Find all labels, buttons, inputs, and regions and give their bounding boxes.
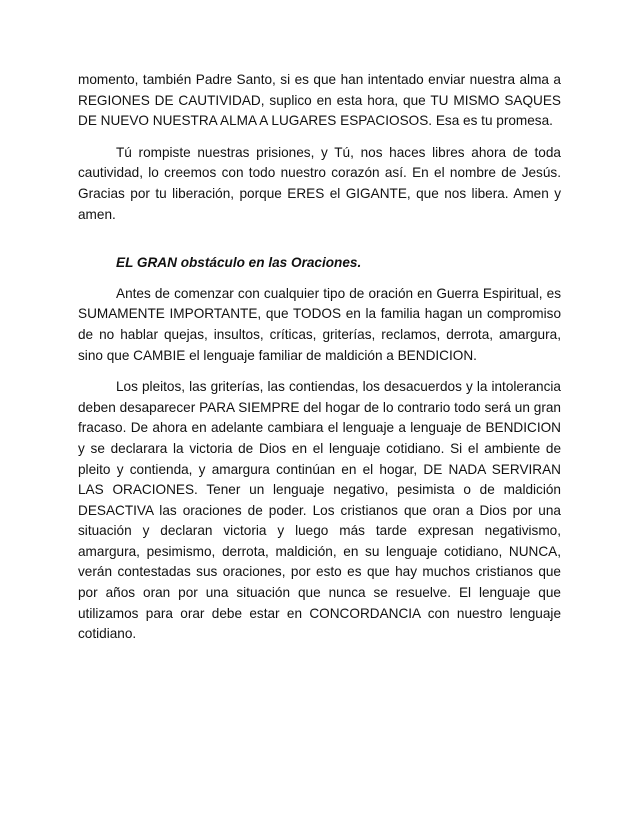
paragraph-continuation: momento, también Padre Santo, si es que han intentado enviar nuestra alma a REGIONES DE CAUTIVIDAD, suplico en esta hora, que TU MISMO SAQUES DE NUEVO NUESTRA ALMA A LUGARES ESPACIOSOS. Esa es tu promesa. <box>78 72 561 129</box>
paragraph-liberation: Tú rompiste nuestras prisiones, y Tú, nos haces libres ahora de toda cautividad, lo creemos con todo nuestro corazón así. En el nombre de Jesús. Gracias por tu liberación, porque ERES el GIGANTE, que nos libera. Amen y amen. <box>78 144 561 222</box>
section-heading: EL GRAN obstáculo en las Oraciones. <box>116 255 362 271</box>
document-page <box>78 70 561 656</box>
paragraph-commitment: Antes de comenzar con cualquier tipo de oración en Guerra Espiritual, es SUMAMENTE IMPORTANTE, que TODOS en la familia hagan un compromiso de no hablar quejas, insultos, críticas, griterías, reclamos, derrota, amargura, sino que CAMBIE el lenguaje familiar de maldición a BENDICION. <box>78 285 561 363</box>
paragraph-language: Los pleitos, las griterías, las contiendas, los desacuerdos y la intolerancia deben desaparecer PARA SIEMPRE del hogar de lo contrario todo será un gran fracaso. De ahora en adelante cambiara el lenguaje a lenguaje de BENDICION y se declarara la victoria de Dios en el lenguaje cotidiano. Si el ambiente de pleito y contienda, y amargura continúan en el hogar, DE NADA SERVIRAN LAS ORACIONES. Tener un lenguaje negativo, pesimista o de maldición DESACTIVA las oraciones de poder. Los cristianos que oran a Dios por una situación y declaran victoria y luego más tarde expresan negativismo, amargura, pesimismo, derrota, maldición, en su lenguaje cotidiano, NUNCA, verán contestadas sus oraciones, por esto es que hay muchos cristianos que por años oran por una situación que nunca se resuelve. El lenguaje que utilizamos para orar debe estar en CONCORDANCIA con nuestro lenguaje cotidiano. <box>78 379 561 642</box>
